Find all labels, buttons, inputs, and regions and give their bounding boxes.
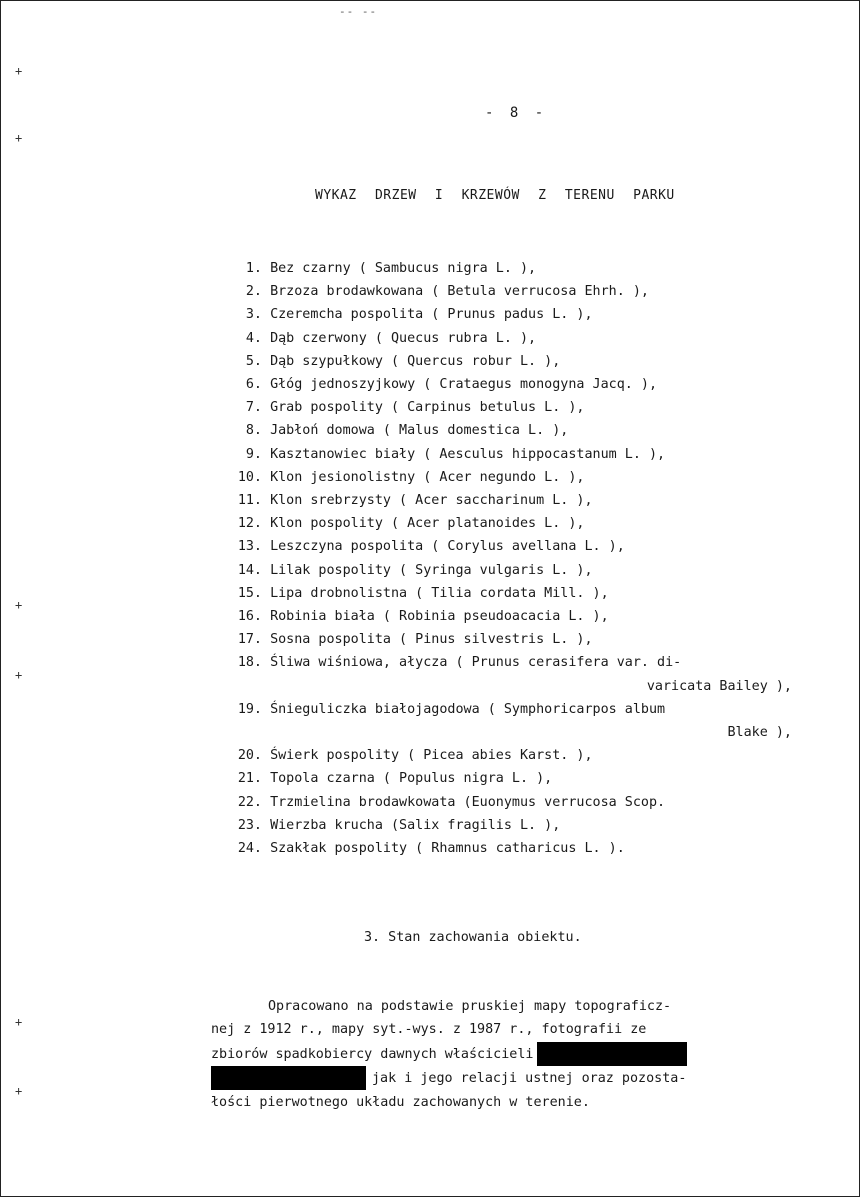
tree-list-row (215, 767, 815, 790)
top-dash-mark: -- -- (339, 5, 378, 18)
tree-list-item (215, 605, 815, 628)
tree-list-row (215, 489, 815, 512)
item-continuation: Blake ), (727, 725, 792, 741)
tree-list-item (215, 535, 815, 558)
edge-cross-mark: + (15, 64, 23, 78)
item-text: Czeremcha pospolita ( Prunus padus L. ), (270, 307, 593, 323)
page-number: - 8 - (485, 105, 548, 121)
tree-list-row (215, 582, 815, 605)
paragraph-line: nej z 1912 r., mapy syt.-wys. z 1987 r., fotografii ze (211, 1022, 647, 1038)
tree-list-item (215, 791, 815, 814)
item-text: Trzmielina brodawkowata (Euonymus verrucosa Scop. (270, 794, 666, 810)
item-number: 18. (237, 655, 262, 671)
item-text: Klon jesionolistny ( Acer negundo L. ), (270, 469, 585, 485)
item-number: 22. (237, 794, 262, 810)
item-number: 3. (245, 307, 262, 323)
tree-list-row (215, 628, 815, 651)
tree-list-row (215, 466, 815, 489)
item-number: 1. (245, 261, 262, 276)
tree-list-item (215, 419, 815, 442)
item-number: 24. (237, 841, 262, 857)
tree-list-item (215, 512, 815, 535)
item-number: 2. (245, 284, 262, 300)
item-text: Sosna pospolita ( Pinus silvestris L. ), (270, 632, 593, 648)
item-text: Świerk pospolity ( Picea abies Karst. ), (270, 748, 593, 764)
edge-cross-mark: + (15, 1084, 23, 1098)
tree-list-row (215, 373, 815, 396)
tree-list-item (215, 651, 815, 697)
item-text: Topola czarna ( Populus nigra L. ), (270, 771, 553, 787)
tree-list-item (215, 373, 815, 396)
item-number: 9. (245, 446, 262, 462)
item-number: 4. (245, 330, 262, 346)
paragraph-line (211, 1042, 791, 1066)
tree-list-item (215, 628, 815, 651)
item-number: 5. (245, 353, 262, 369)
tree-list-row (215, 814, 815, 837)
paragraph-line: łości pierwotnego układu zachowanych w terenie. (211, 1094, 590, 1110)
tree-list-row (215, 744, 815, 767)
item-text: Śnieguliczka białojagodowa ( Symphoricarpos album (270, 701, 666, 717)
tree-list-row (215, 837, 815, 860)
paragraph-line: Opracowano na podstawie pruskiej mapy topograficz- (268, 999, 672, 1014)
tree-list-item (215, 443, 815, 466)
tree-list-row (215, 419, 815, 442)
tree-list-item (215, 698, 815, 744)
tree-list-row (215, 535, 815, 558)
redaction-bar (537, 1042, 687, 1066)
item-number: 14. (237, 562, 262, 578)
tree-list-row (215, 350, 815, 373)
body-paragraph (211, 995, 791, 1114)
item-text: Szakłak pospolity ( Rhamnus catharicus L. ). (270, 841, 625, 857)
tree-list-row (215, 651, 815, 674)
tree-list-item (215, 350, 815, 373)
tree-list-row (215, 791, 815, 814)
edge-cross-mark: + (15, 598, 23, 612)
item-text: Klon pospolity ( Acer platanoides L. ), (270, 516, 585, 532)
tree-list-item (215, 744, 815, 767)
tree-list-item (215, 582, 815, 605)
item-text: Klon srebrzysty ( Acer saccharinum L. ), (270, 493, 593, 509)
item-number: 11. (237, 493, 262, 509)
item-number: 21. (237, 771, 262, 787)
item-number: 20. (237, 748, 262, 764)
tree-list-item (215, 814, 815, 837)
item-number: 15. (237, 585, 262, 601)
tree-list-item (215, 767, 815, 790)
edge-cross-mark: + (15, 668, 23, 682)
tree-list (215, 257, 815, 860)
tree-list-item (215, 489, 815, 512)
tree-list-item (215, 257, 815, 280)
item-number: 12. (237, 516, 262, 532)
section-heading: 3. Stan zachowania obiektu. (364, 930, 582, 945)
item-number: 8. (245, 423, 262, 439)
item-text: Lipa drobnolistna ( Tilia cordata Mill. ), (270, 585, 609, 601)
paragraph-line (211, 1066, 791, 1090)
item-text: Lilak pospolity ( Syringa vulgaris L. ), (270, 562, 593, 578)
tree-list-row (215, 257, 815, 280)
item-text: Grab pospolity ( Carpinus betulus L. ), (270, 400, 585, 416)
edge-cross-mark: + (15, 1015, 23, 1029)
item-text: Głóg jednoszyjkowy ( Crataegus monogyna Jacq. ), (270, 377, 658, 393)
tree-list-row (215, 327, 815, 350)
item-text: Leszczyna pospolita ( Corylus avellana L. ), (270, 539, 625, 555)
document-title: WYKAZ DRZEW I KRZEWÓW Z TERENU PARKU (315, 188, 675, 203)
tree-list-item (215, 280, 815, 303)
item-text: Kasztanowiec biały ( Aesculus hippocastanum L. ), (270, 446, 666, 462)
item-number: 6. (245, 377, 262, 393)
item-text: Dąb czerwony ( Quecus rubra L. ), (270, 330, 537, 346)
item-continuation: varicata Bailey ), (646, 678, 792, 694)
item-number: 10. (237, 469, 262, 485)
tree-list-row (215, 698, 815, 721)
item-text: Bez czarny ( Sambucus nigra L. ), (270, 261, 537, 276)
tree-list-item (215, 303, 815, 326)
item-text: Brzoza brodawkowana ( Betula verrucosa Ehrh. ), (270, 284, 649, 300)
redaction-bar (211, 1066, 366, 1090)
tree-list-item (215, 396, 815, 419)
tree-list-item (215, 327, 815, 350)
item-number: 23. (237, 817, 262, 833)
item-number: 16. (237, 609, 262, 625)
tree-list-row (215, 605, 815, 628)
edge-cross-mark: + (15, 131, 23, 145)
tree-list-item (215, 466, 815, 489)
paragraph-line-text: zbiorów spadkobiercy dawnych właścicieli (211, 1046, 534, 1062)
tree-list-row (215, 559, 815, 582)
tree-list-row (215, 396, 815, 419)
tree-list-row (215, 443, 815, 466)
paragraph-line-text: jak i jego relacji ustnej oraz pozosta- (372, 1071, 687, 1087)
tree-list-row (215, 280, 815, 303)
item-number: 13. (237, 539, 262, 555)
item-number: 17. (237, 632, 262, 648)
item-text: Jabłoń domowa ( Malus domestica L. ), (270, 423, 569, 439)
item-text: Robinia biała ( Robinia pseudoacacia L. ), (270, 609, 609, 625)
item-number: 19. (237, 701, 262, 717)
tree-list-item (215, 559, 815, 582)
item-text: Śliwa wiśniowa, ałycza ( Prunus cerasifera var. di- (270, 655, 682, 671)
tree-list-row (215, 303, 815, 326)
item-text: Dąb szypułkowy ( Quercus robur L. ), (270, 353, 561, 369)
tree-list-item (215, 837, 815, 860)
item-text: Wierzba krucha (Salix fragilis L. ), (270, 817, 561, 833)
tree-list-row (215, 512, 815, 535)
item-number: 7. (245, 400, 262, 416)
